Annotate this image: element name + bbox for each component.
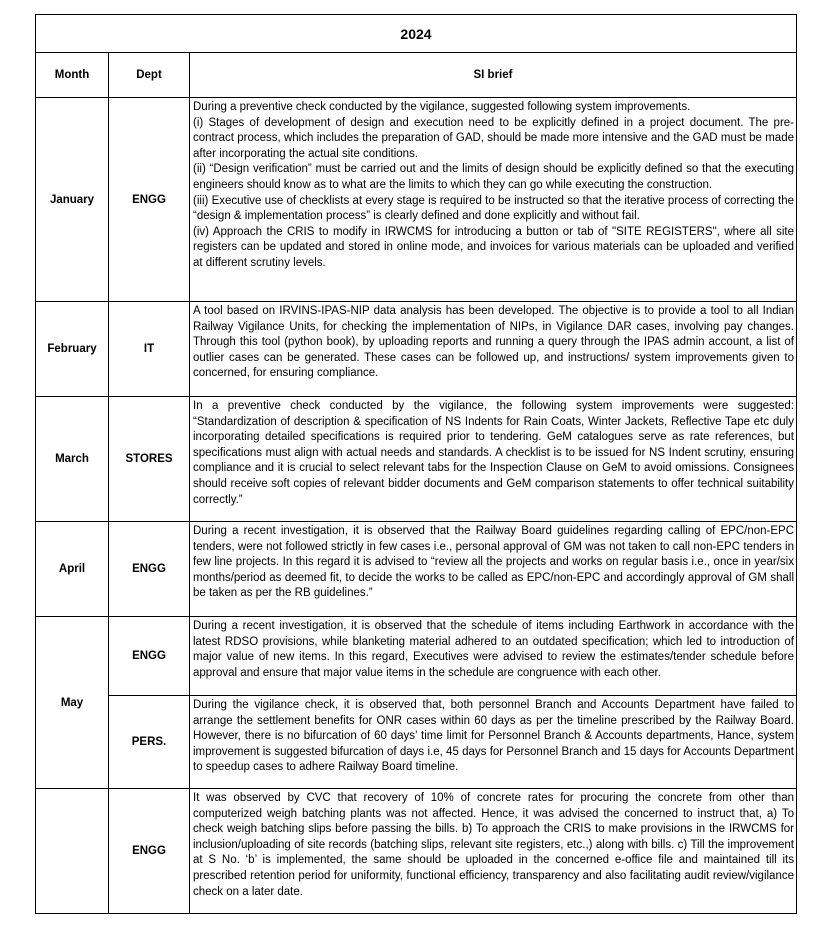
brief-cell: During a recent investigation, it is observed that the schedule of items including Earthwork in accordance with the latest RDSO provisions, while blanketing material adhered to an outdated specification; which led to introduction of major value of new items. In this regard, Executives were advised to review the estimates/tender schedule before approval and ensure that major value items in the schedule are congruence with each other. [190,617,797,696]
header-row [36,53,797,98]
si-table-container [35,14,796,914]
table-row [36,617,797,696]
column-header-month: Month [36,53,109,98]
table-row [36,302,797,397]
si-table [35,14,797,914]
dept-cell: PERS. [109,696,190,789]
brief-cell: During a recent investigation, it is observed that the Railway Board guidelines regarding calling of EPC/non-EPC tenders, were not followed strictly in few cases i.e., personal approval of GM was not taken to call non-EPC tenders in few line projects. In this regard it is advised to “review all the projects and works on regular basis i.e., once in year/six months/period as deemed fit, to decide the works to be called as EPC/non-EPC and accordingly approval of GM shall be taken as per the RB guidelines.” [190,522,797,617]
dept-cell: STORES [109,397,190,522]
column-header-brief: SI brief [190,53,797,98]
brief-cell: It was observed by CVC that recovery of 10% of concrete rates for procuring the concrete from other than computerized weigh batching plants was not affected. Hence, it was advised the concerned to instruct that, a) To check weigh batching slips before passing the bills. b) To approach the CRIS to make provisions in the IRWCMS for inclusion/uploading of site records (batching slips, relevant site registers, etc.,) along with bills. c) Till the improvement at S No. ‘b’ is implemented, the same should be uploaded in the concerned e-office file and maintained till its prescribed retention period for uniformity, functional efficiency, transparency and also facilitating audit review/vigilance check on a later date. [190,789,797,914]
brief-cell: A tool based on IRVINS-IPAS-NIP data analysis has been developed. The objective is to provide a tool to all Indian Railway Vigilance Units, for checking the implementation of NIPs, in Vigilance DAR cases, involving pay changes. Through this tool (python book), by uploading reports and running a query through the IPAS admin account, a list of outlier cases can be generated. These cases can be followed up, and instructions/ system improvements given to concerned, for ensuring compliance. [190,302,797,397]
table-row [36,98,797,302]
dept-cell: ENGG [109,522,190,617]
brief-cell: During a preventive check conducted by the vigilance, suggested following system improvements. (i) Stages of development of design and execution need to be explicitly defined in a project document. The pre-contract process, which includes the preparation of GAD, should be made more intensive and the GAD must be made after incorporating the actual site conditions. (ii) “Design verification” must be carried out and the limits of design should be explicitly defined so that the executing engineers should know as to what are the limits to which they can go while executing the construction. (iii) Executive use of checklists at every stage is required to be instructed so that the iterative process of correcting the “design & implementation process” is clearly defined and done explicitly and without fail. (iv) Approach the CRIS to modify in IRWCMS for introducing a button or tab of "SITE REGISTERS", where all site registers can be updated and stored in online mode, and invoices for various materials can be uploaded and verified at different scrutiny levels. [190,98,797,302]
month-cell: April [36,522,109,617]
table-row [36,522,797,617]
dept-cell: ENGG [109,98,190,302]
dept-cell: ENGG [109,789,190,914]
table-row [36,789,797,914]
title-row [36,15,797,53]
month-cell: March [36,397,109,522]
column-header-dept: Dept [109,53,190,98]
month-cell: May [36,617,109,789]
brief-cell: In a preventive check conducted by the vigilance, the following system improvements were suggested: “Standardization of description & specification of NS Indents for Rain Coats, Winter Jackets, Reflective Tape etc duly incorporating detailed specifications is required prior to tendering. GeM catalogues serve as rate references, but specifications must align with actual needs and standards. A checklist is to be issued for NS Indent scrutiny, ensuring compliance and it is crucial to select relevant tabs for the Inspection Clause on GeM to avoid omissions. Consignees should receive soft copies of relevant bidder documents and GeM comparison statements to offer technical suitability correctly.” [190,397,797,522]
brief-cell: During the vigilance check, it is observed that, both personnel Branch and Accounts Department have failed to arrange the settlement benefits for ONR cases within 60 days as per the timeline prescribed by the Railway Board. However, there is no bifurcation of 60 days’ time limit for Personnel Branch & Accounts departments, Hance, system improvement is suggested bifurcation of days i.e, 45 days for Personnel Branch and 15 days for Accounts Department to speedup cases to adhere Railway Board timeline. [190,696,797,789]
dept-cell: ENGG [109,617,190,696]
month-cell: February [36,302,109,397]
table-row [36,696,797,789]
table-title: 2024 [36,15,797,53]
table-row [36,397,797,522]
month-cell: January [36,98,109,302]
dept-cell: IT [109,302,190,397]
month-cell [36,789,109,914]
